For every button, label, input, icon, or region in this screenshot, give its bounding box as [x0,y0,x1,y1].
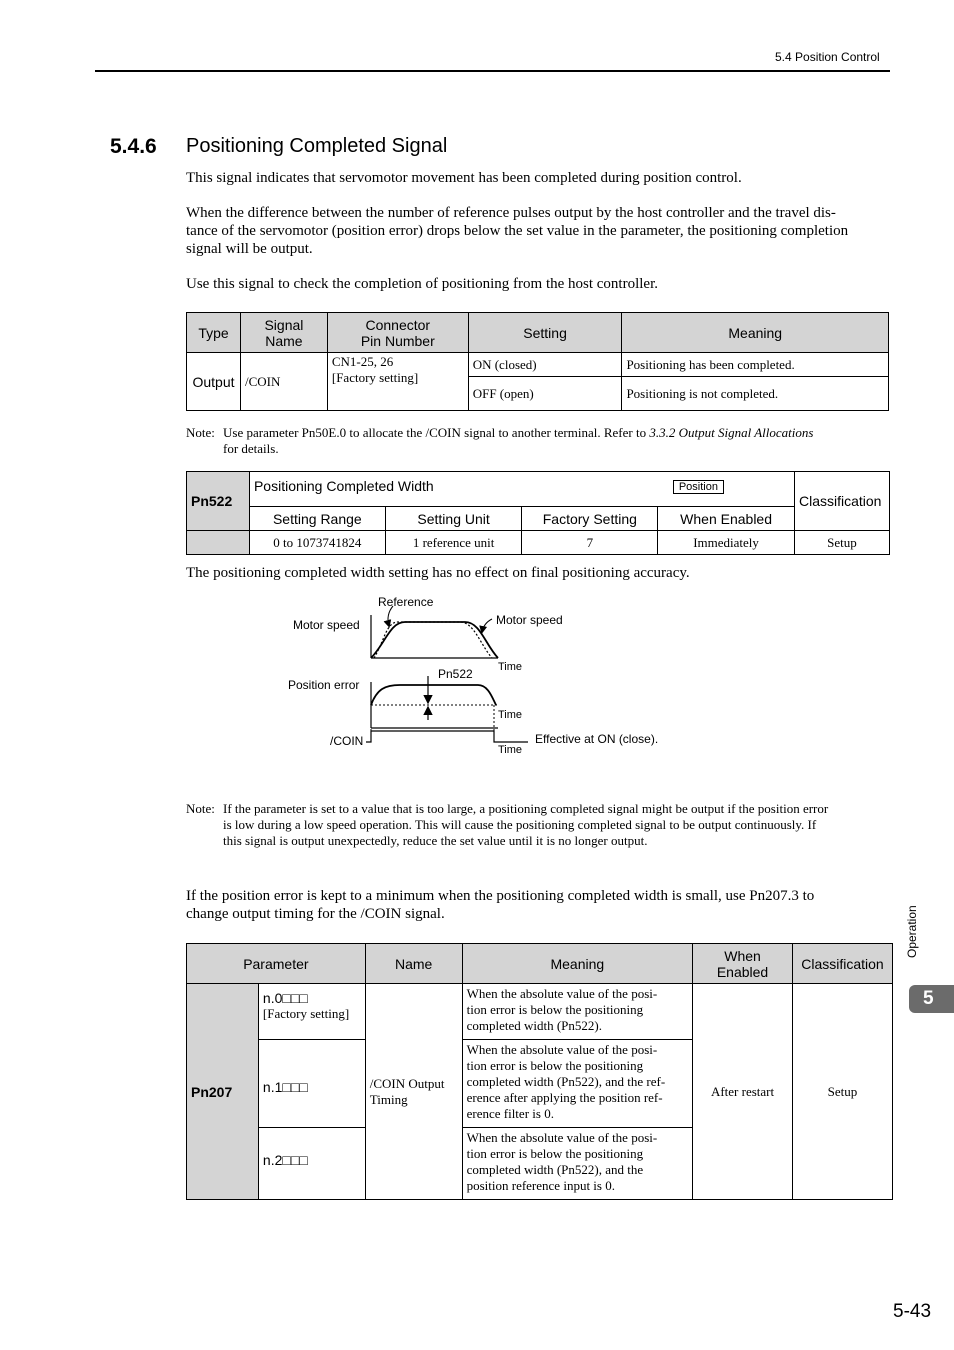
note-text: Use parameter Pn50E.0 to allocate the /COIN signal to another terminal. Refer to [223,425,650,440]
position-error-curve [371,685,496,705]
timing-paragraph [186,887,889,923]
cell-setting: ON (closed) [468,353,622,377]
label-motor-speed-right: Motor speed [496,613,563,627]
description-paragraph [186,204,889,258]
note-text: this signal is output unexpectedly, reduce the set value until it is no longer output. [223,833,648,848]
col-setting: Setting [468,313,622,353]
label-coin: /COIN [330,734,364,748]
chapter-tab[interactable]: 5 [909,985,954,1013]
text-line: tance of the servomotor (position error) drops below the set value in the parameter, the positioning completion [186,223,849,239]
note-text: for details. [223,441,279,456]
param-name-cell [249,472,794,507]
param-meaning: When the absolute value of the posi- tion error is below the positioning completed width (Pn522), and the ref- erence after applying the position ref- erence filter is 0. [462,1040,693,1128]
col-when-enabled: When Enabled [693,944,793,984]
col-meaning: Meaning [622,313,889,353]
param-meaning: When the absolute value of the posi- tion error is below the positioning completed width (Pn522). [462,984,693,1040]
param-number-spacer [187,531,250,555]
col-type: Type [187,313,241,353]
timing-diagram [280,592,680,762]
text-line: When the difference between the number of reference pulses output by the host controller and the travel dis- [186,205,836,221]
label-motor-speed-left: Motor speed [293,618,360,632]
motor-speed-curve [371,622,498,658]
label-effective: Effective at ON (close). [535,732,659,746]
cell-meaning: Positioning is not completed. [622,377,889,411]
reference-curve [374,622,492,658]
header-rule [95,70,890,72]
param-value: n.1□□□ [258,1040,365,1128]
col-setting-unit: Setting Unit [385,507,522,531]
param-name: /COIN Output Timing [365,984,462,1200]
note-text: is low during a low speed operation. This will cause the positioning completed signal to be output continuously. If [223,817,817,832]
note-allocation [186,425,891,457]
accuracy-paragraph: The positioning completed width setting has no effect on final positioning accuracy. [186,565,690,581]
text-line: signal will be output. [186,241,313,257]
col-when-enabled: When Enabled [658,507,795,531]
pn207-parameter-table [186,943,893,1200]
note-text: If the parameter is set to a value that is too large, a positioning completed signal might be output if the position error [223,801,829,816]
section-title: Positioning Completed Signal [186,135,448,157]
text-line: If the position error is kept to a minimum when the positioning completed width is small, use Pn207.3 to [186,888,815,904]
param-when-enabled: After restart [693,984,793,1200]
col-factory-setting: Factory Setting [522,507,658,531]
label-pn522: Pn522 [438,667,473,681]
cell-enabled: Immediately [658,531,795,555]
label-position-error: Position error [288,678,360,692]
cell-unit: 1 reference unit [385,531,522,555]
cell-meaning: Positioning has been completed. [622,353,889,377]
classification-header: Classification [794,472,889,531]
table-row [187,353,889,377]
cell-classification: Setup [794,531,889,555]
col-meaning: Meaning [462,944,693,984]
cell-setting: OFF (open) [468,377,622,411]
coin-signal-waveform [366,731,528,742]
table-row [187,984,893,1040]
mode-badge: Position [673,480,724,494]
param-value: n.2□□□ [258,1128,365,1200]
motor-speed-arrow [482,619,492,632]
pn522-parameter-table [186,471,890,555]
note-label: Note: [186,801,215,816]
reference-arrow [388,606,393,626]
label-time-3: Time [498,744,523,756]
chapter-tab-label: Operation [905,905,919,958]
param-classification: Setup [792,984,892,1200]
col-signal-name: Signal Name [240,313,327,353]
note-label: Note: [186,425,215,440]
intro-paragraph: This signal indicates that servomotor movement has been completed during position control. [186,170,742,186]
label-time-2: Time [498,709,523,721]
usage-paragraph: Use this signal to check the completion of positioning from the host controller. [186,276,659,292]
cell-factory: 7 [522,531,658,555]
cross-reference: 3.3.2 Output Signal Allocations [649,425,814,440]
section-number: 5.4.6 [110,135,157,158]
param-number: Pn522 [187,472,250,531]
signal-table [186,312,889,411]
col-setting-range: Setting Range [249,507,385,531]
label-reference: Reference [378,595,434,609]
cell-pins: CN1-25, 26 [Factory setting] [327,353,468,411]
param-number: Pn207 [187,984,259,1200]
col-connector-pin: Connector Pin Number [327,313,468,353]
factory-setting-note: [Factory setting] [262,1006,350,1021]
note-large-value [186,801,891,849]
label-time-1: Time [498,661,523,673]
cell-type: Output [187,353,241,411]
col-name: Name [365,944,462,984]
param-name: Positioning Completed Width [253,478,434,494]
param-meaning: When the absolute value of the posi- tion error is below the positioning completed width (Pn522), and the position reference input is 0. [462,1128,693,1200]
text-line: change output timing for the /COIN signal. [186,906,445,922]
col-classification: Classification [792,944,892,984]
page-number: 5-43 [893,1301,932,1322]
col-parameter: Parameter [187,944,366,984]
running-header: 5.4 Position Control [775,50,880,64]
cell-range: 0 to 1073741824 [249,531,385,555]
cell-signal: /COIN [240,353,327,411]
param-value: n.0□□□ [Factory setting] [258,984,365,1040]
